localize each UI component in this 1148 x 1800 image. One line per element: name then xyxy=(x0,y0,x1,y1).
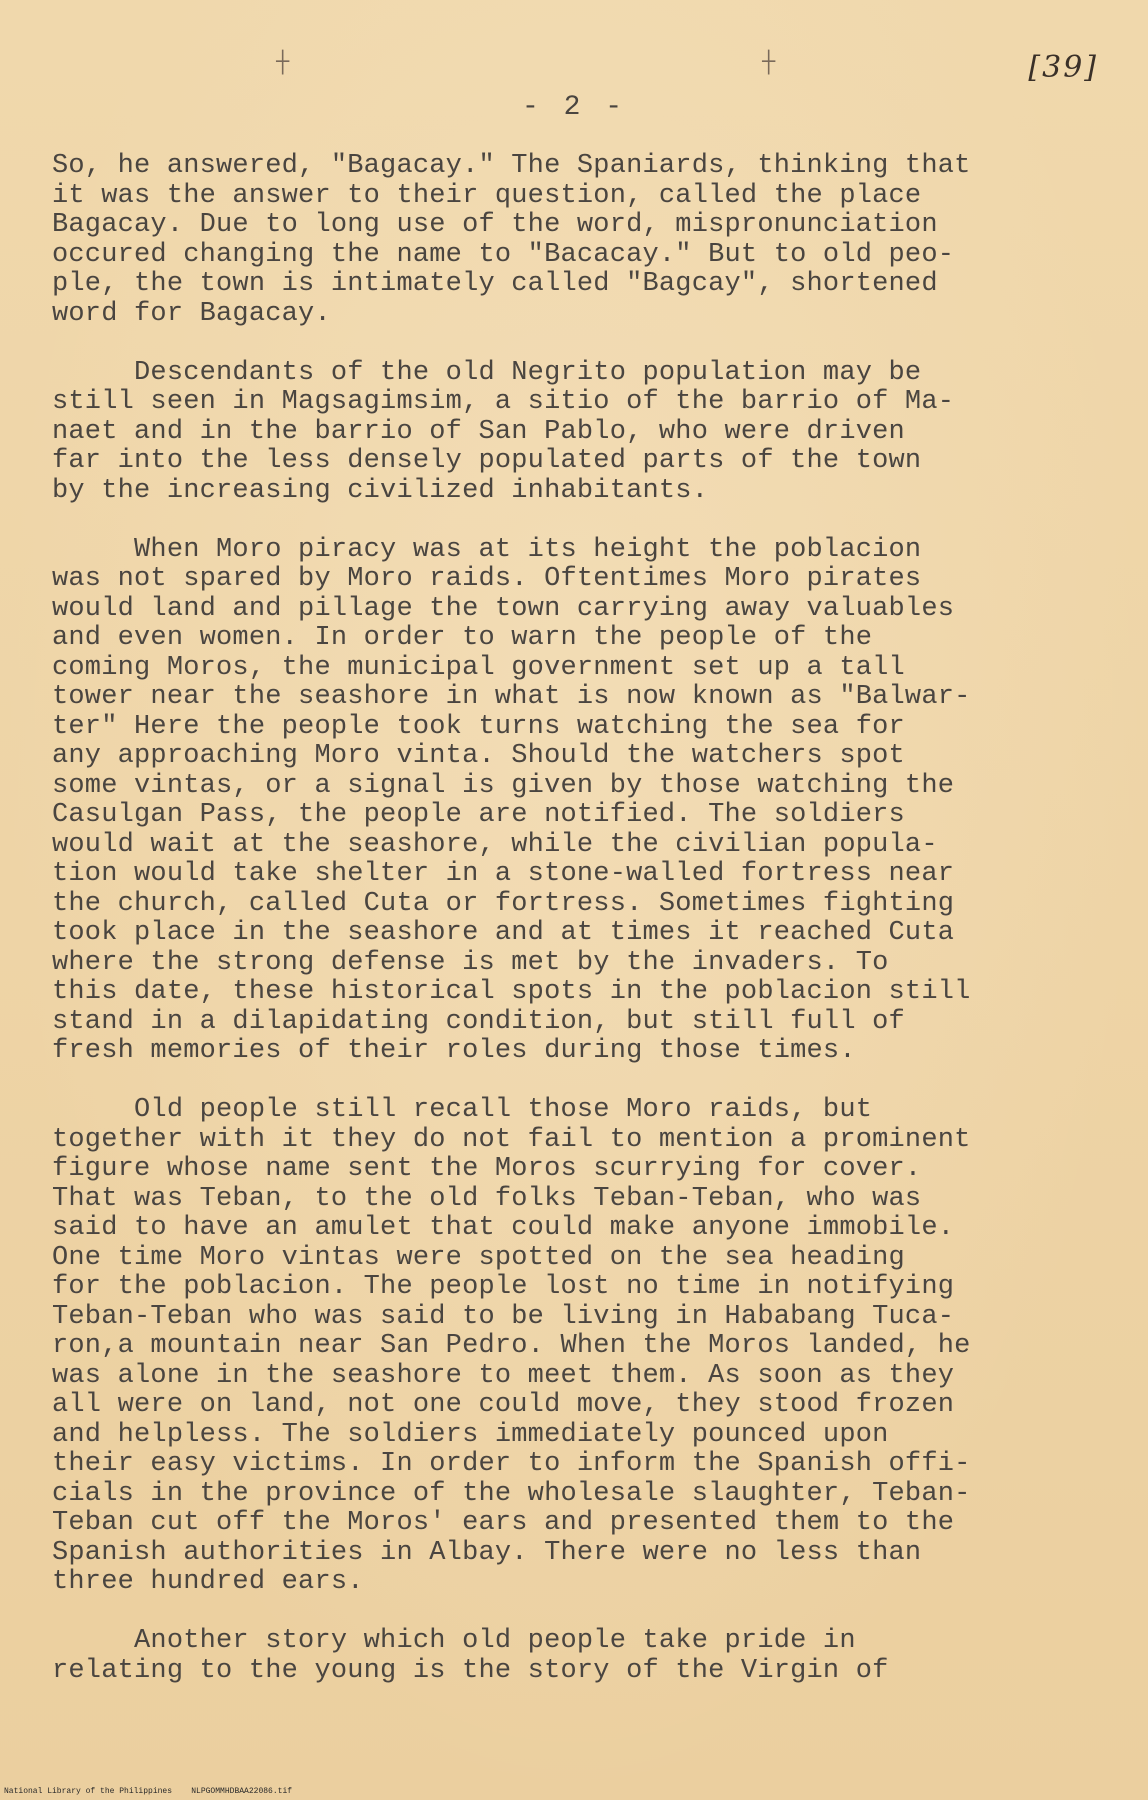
text-line: together with it they do not fail to mention a prominent xyxy=(52,1124,971,1155)
text-line: would land and pillage the town carrying away valuables xyxy=(52,593,955,624)
text-line: Casulgan Pass, the people are notified. The soldiers xyxy=(52,800,905,830)
text-line: naet and in the barrio of San Pablo, who were driven xyxy=(52,416,905,447)
text-line: When Moro piracy was at its height the poblacion xyxy=(52,534,922,565)
text-line: ron,a mountain near San Pedro. When the Moros landed, he xyxy=(52,1331,971,1361)
text-line: Spanish authorities in Albay. There were no less than xyxy=(52,1537,922,1568)
paragraph xyxy=(52,536,1112,1067)
text-line: would wait at the seashore, while the civilian popula- xyxy=(52,829,938,860)
text-line: far into the less densely populated parts of the town xyxy=(52,446,922,476)
text-line: ter" Here the people took turns watching the sea for xyxy=(52,711,905,742)
text-line: That was Teban, to the old folks Teban-Teban, who was xyxy=(52,1183,922,1214)
text-line: Another story which old people take pride in xyxy=(52,1626,856,1656)
text-line: this date, these historical spots in the poblacion still xyxy=(52,977,971,1007)
text-line: relating to the young is the story of the Virgin of xyxy=(52,1655,889,1686)
text-line: where the strong defense is met by the invaders. To xyxy=(52,947,889,978)
paragraph xyxy=(52,359,1112,507)
text-line: and even women. In order to warn the people of the xyxy=(52,623,873,653)
text-line: occured changing the name to "Bacacay." But to old peo- xyxy=(52,239,955,270)
text-line: took place in the seashore and at times it reached Cuta xyxy=(52,918,955,948)
text-line: was not spared by Moro raids. Oftentimes Moro pirates xyxy=(52,564,922,594)
text-line: figure whose name sent the Moros scurrying for cover. xyxy=(52,1154,922,1184)
text-line: cials in the province of the wholesale slaughter, Teban- xyxy=(52,1478,971,1509)
document-body xyxy=(52,152,1112,1716)
text-line: Bagacay. Due to long use of the word, mispronunciation xyxy=(52,210,938,240)
text-line: tower near the seashore in what is now known as "Balwar- xyxy=(52,682,971,712)
text-line: the church, called Cuta or fortress. Sometimes fighting xyxy=(52,888,955,919)
text-line: ple, the town is intimately called "Bagcay", shortened xyxy=(52,269,938,299)
text-line: their easy victims. In order to inform the Spanish offi- xyxy=(52,1449,971,1479)
text-line: all were on land, not one could move, they stood frozen xyxy=(52,1390,955,1420)
text-line: it was the answer to their question, called the place xyxy=(52,180,922,211)
text-line: any approaching Moro vinta. Should the watchers spot xyxy=(52,741,905,771)
text-line: Teban cut off the Moros' ears and presented them to the xyxy=(52,1508,955,1538)
archive-footer: National Library of the Philippines NLPGOMMHDBAA22086.tif xyxy=(4,1787,293,1796)
paragraph xyxy=(52,1627,1112,1686)
text-line: said to have an amulet that could make anyone immobile. xyxy=(52,1213,955,1243)
text-line: and helpless. The soldiers immediately pounced upon xyxy=(52,1419,889,1450)
text-line: three hundred ears. xyxy=(52,1567,364,1597)
text-line: fresh memories of their roles during those times. xyxy=(52,1036,856,1066)
text-line: Descendants of the old Negrito population may be xyxy=(52,357,922,388)
text-line: word for Bagacay. xyxy=(52,298,331,329)
reference-mark: [39] xyxy=(1028,50,1098,85)
punch-mark: ┼ xyxy=(762,50,776,75)
text-line: coming Moros, the municipal government set up a tall xyxy=(52,652,905,683)
text-line: stand in a dilapidating condition, but still full of xyxy=(52,1006,905,1037)
text-line: tion would take shelter in a stone-walled fortress near xyxy=(52,859,955,889)
text-line: Teban-Teban who was said to be living in Hababang Tuca- xyxy=(52,1301,955,1332)
paragraph xyxy=(52,1096,1112,1598)
text-line: was alone in the seashore to meet them. As soon as they xyxy=(52,1360,955,1391)
text-line: Old people still recall those Moro raids, but xyxy=(52,1095,873,1125)
text-line: One time Moro vintas were spotted on the sea heading xyxy=(52,1242,905,1273)
page-number: - 2 - xyxy=(521,92,626,123)
paragraph xyxy=(52,152,1112,329)
text-line: some vintas, or a signal is given by those watching the xyxy=(52,770,955,801)
text-line: by the increasing civilized inhabitants. xyxy=(52,475,709,506)
text-line: So, he answered, "Bagacay." The Spaniards, thinking that xyxy=(52,151,971,181)
text-line: still seen in Magsagimsim, a sitio of the barrio of Ma- xyxy=(52,387,955,417)
text-line: for the poblacion. The people lost no time in notifying xyxy=(52,1272,955,1302)
punch-mark: ┼ xyxy=(276,50,290,75)
